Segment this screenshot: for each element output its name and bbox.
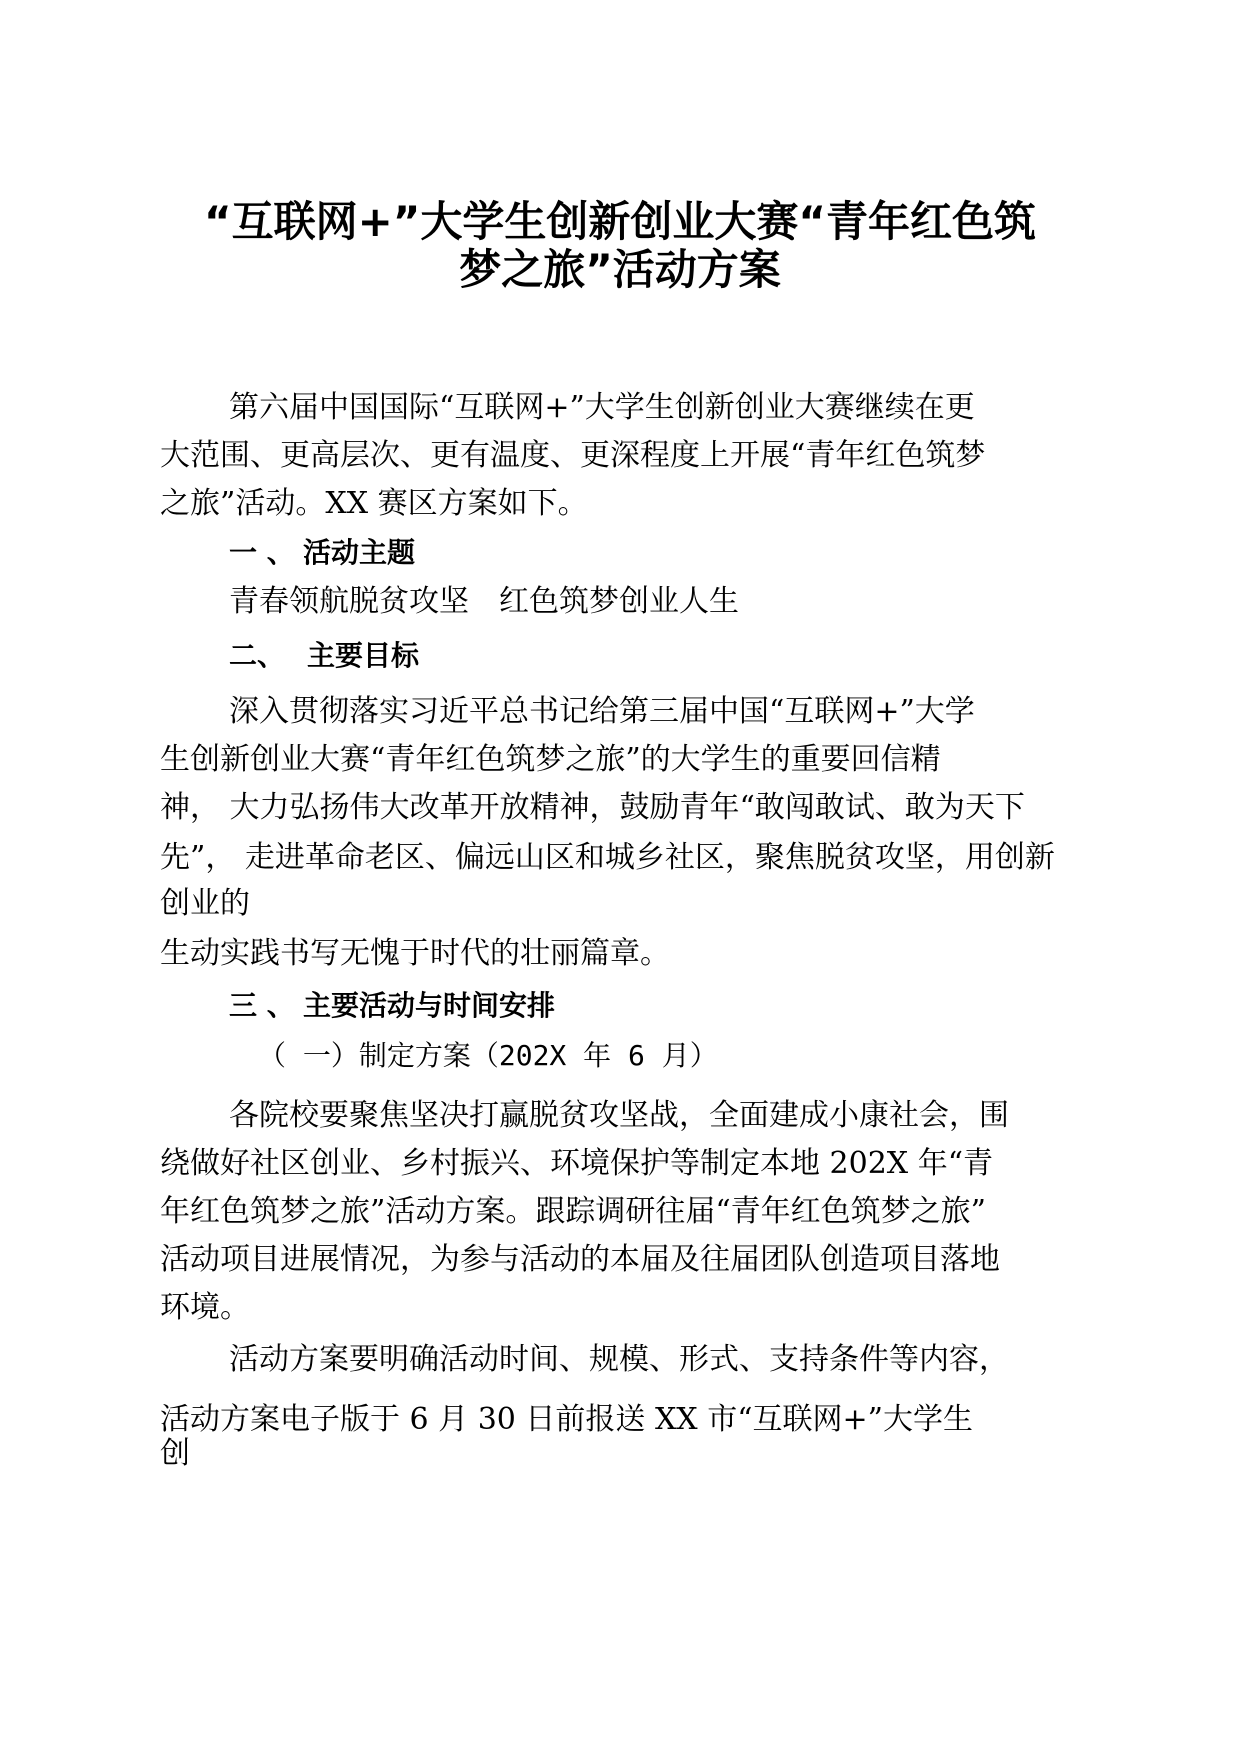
section-3-number: 三 、 bbox=[229, 989, 295, 1022]
section-3-para2-line-2: 活动方案电子版于 6 月 30 日前报送 XX 市“互联网+”大学生 bbox=[160, 1402, 974, 1437]
section-3-para1-line-4: 活动项目进展情况，为参与活动的本届及往届团队创造项目落地 bbox=[160, 1242, 1000, 1277]
section-2-line-1: 深入贯彻落实习近平总书记给第三届中国“互联网+”大学 bbox=[229, 694, 975, 729]
section-3-para1-line-5: 环境。 bbox=[160, 1290, 250, 1325]
section-2-line-5: 创业的 bbox=[160, 886, 250, 921]
section-2-line-6: 生动实践书写无愧于时代的壮丽篇章。 bbox=[160, 936, 670, 971]
intro-line-1: 第六届中国国际“互联网+”大学生创新创业大赛继续在更 bbox=[229, 390, 975, 425]
document-title-line-2: 梦之旅”活动方案 bbox=[459, 245, 781, 294]
document-title-line-1: “互联网+”大学生创新创业大赛“青年红色筑 bbox=[203, 197, 1036, 246]
section-2-line-2: 生创新创业大赛“青年红色筑梦之旅”的大学生的重要回信精 bbox=[160, 742, 941, 777]
section-3-para2-line-3: 创 bbox=[160, 1436, 190, 1471]
section-3-para1-line-1: 各院校要聚焦坚决打赢脱贫攻坚战，全面建成小康社会，围 bbox=[229, 1098, 1009, 1133]
section-1-title: 活动主题 bbox=[303, 536, 416, 569]
section-3-title: 主要活动与时间安排 bbox=[303, 989, 556, 1022]
intro-line-3: 之旅”活动。XX 赛区方案如下。 bbox=[160, 486, 588, 521]
section-3-heading bbox=[229, 988, 555, 1024]
intro-line-2: 大范围、更高层次、更有温度、更深程度上开展“青年红色筑梦 bbox=[160, 438, 986, 473]
section-1-number: 一 、 bbox=[229, 536, 295, 569]
section-2-title: 主要目标 bbox=[307, 639, 420, 672]
section-2-number: 二、 bbox=[229, 639, 286, 672]
section-2-line-3: 神， 大力弘扬伟大改革开放精神，鼓励青年“敢闯敢试、敢为天下 bbox=[160, 790, 1025, 825]
section-1-heading bbox=[229, 535, 415, 571]
section-2-heading bbox=[229, 638, 419, 674]
section-2-line-4: 先”， 走进革命老区、偏远山区和城乡社区，聚焦脱贫攻坚，用创新 bbox=[160, 840, 1055, 875]
section-3-subheading: （ 一）制定方案（202X 年 6 月） bbox=[258, 1039, 718, 1072]
section-3-para2-line-1: 活动方案要明确活动时间、规模、形式、支持条件等内容， bbox=[229, 1342, 1009, 1377]
section-3-para1-line-3: 年红色筑梦之旅”活动方案。跟踪调研往届“青年红色筑梦之旅” bbox=[160, 1194, 987, 1229]
section-3-para1-line-2: 绕做好社区创业、乡村振兴、环境保护等制定本地 202X 年“青 bbox=[160, 1146, 994, 1181]
section-1-text: 青春领航脱贫攻坚 红色筑梦创业人生 bbox=[229, 584, 739, 619]
